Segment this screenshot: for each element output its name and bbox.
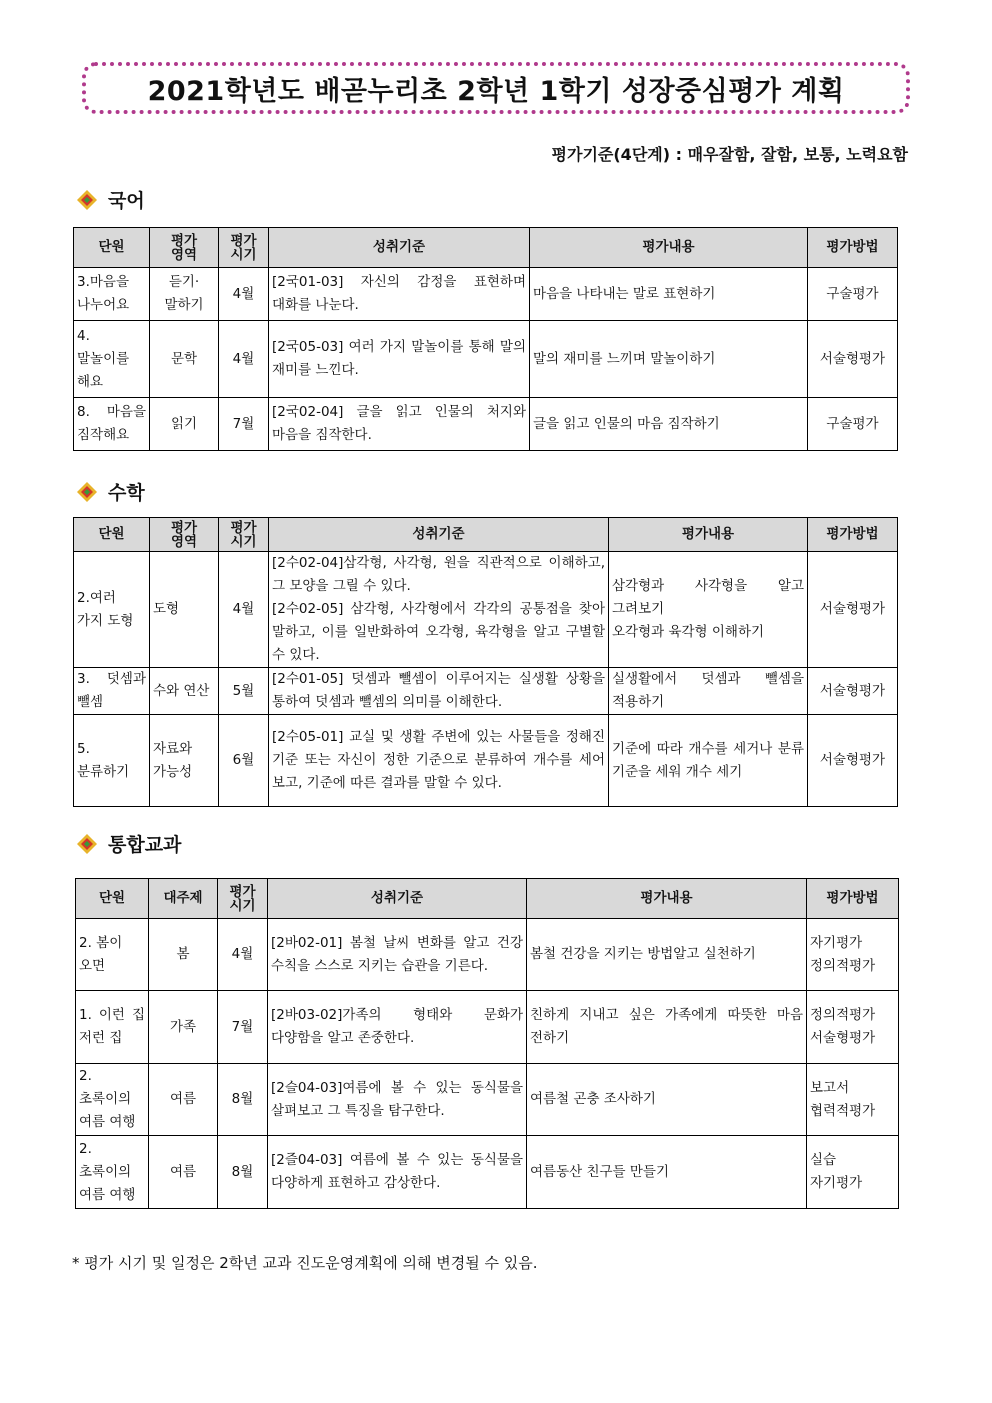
table-row: [76, 919, 899, 991]
method-cell: 서술형평가: [808, 321, 898, 398]
standard-cell: [2수05-01] 교실 및 생활 주변에 있는 사물들을 정해진 기준 또는 자신이 정한 기준으로 분류하여 개수를 세어 보고, 기준에 따른 결과를 말할 수 있다.: [269, 715, 609, 807]
time-cell: 7월: [218, 991, 268, 1064]
time-cell: 4월: [219, 321, 269, 398]
method-cell: 서술형평가: [808, 668, 898, 715]
section-integrated: [76, 830, 181, 857]
content-cell: 여름동산 친구들 만들기: [527, 1136, 807, 1209]
time-cell: 4월: [219, 268, 269, 321]
time-cell: 8월: [218, 1136, 268, 1209]
time-cell: 7월: [219, 398, 269, 451]
content-cell: 글을 읽고 인물의 마음 짐작하기: [530, 398, 808, 451]
col-header: 대주제: [149, 879, 218, 919]
content-cell: 삼각형과 사각형을 알고 그려보기 오각형과 육각형 이해하기: [609, 552, 808, 668]
standard-cell: [2즐04-03] 여름에 볼 수 있는 동식물을 다양하게 표현하고 감상한다.: [268, 1136, 527, 1209]
table-row: [76, 991, 899, 1064]
table-row: [74, 321, 898, 398]
content-cell: 말의 재미를 느끼며 말놀이하기: [530, 321, 808, 398]
area-cell: 여름: [149, 1136, 218, 1209]
title-banner: [82, 62, 910, 114]
content-cell: 기준에 따라 개수를 세거나 분류 기준을 세워 개수 세기: [609, 715, 808, 807]
standard-cell: [2국01-03] 자신의 감정을 표현하며 대화를 나눈다.: [269, 268, 530, 321]
content-cell: 실생활에서 덧셈과 뺄셈을 적용하기: [609, 668, 808, 715]
unit-cell: 3. 덧셈과 뺄셈: [74, 668, 150, 715]
col-header: 성취기준: [269, 228, 530, 268]
area-cell: 듣기·말하기: [150, 268, 219, 321]
area-cell: 읽기: [150, 398, 219, 451]
unit-cell: 2. 봄이 오면: [76, 919, 149, 991]
time-cell: 4월: [219, 552, 269, 668]
standard-cell: [2국05-03] 여러 가지 말놀이를 통해 말의 재미를 느낀다.: [269, 321, 530, 398]
col-header: 평가 시기: [219, 518, 269, 552]
unit-cell: 1. 이런 집 저런 집: [76, 991, 149, 1064]
area-cell: 문학: [150, 321, 219, 398]
method-cell: 자기평가 정의적평가: [807, 919, 899, 991]
col-header: 평가 시기: [218, 879, 268, 919]
table-row: [76, 1136, 899, 1209]
unit-cell: 2. 초록이의 여름 여행: [76, 1064, 149, 1136]
evaluation-criteria: 평가기준(4단계) : 매우잘함, 잘함, 보통, 노력요함: [551, 145, 908, 164]
col-header: 성취기준: [268, 879, 527, 919]
section-title: 통합교과: [108, 834, 182, 856]
standard-cell: [2바02-01] 봄철 날씨 변화를 알고 건강 수칙을 스스로 지키는 습관을 기른다.: [268, 919, 527, 991]
area-cell: 가족: [149, 991, 218, 1064]
table-row: [74, 715, 898, 807]
table-row: [74, 552, 898, 668]
integrated-table: [75, 878, 899, 1209]
standard-cell: [2슬04-03]여름에 볼 수 있는 동식물을 살펴보고 그 특징을 탐구한다.: [268, 1064, 527, 1136]
page-title: 2021학년도 배곧누리초 2학년 1학기 성장중심평가 계획: [147, 75, 845, 107]
content-cell: 마음을 나타내는 말로 표현하기: [530, 268, 808, 321]
method-cell: 정의적평가 서술형평가: [807, 991, 899, 1064]
standard-cell: [2수01-05] 덧셈과 뺄셈이 이루어지는 실생활 상황을 통하여 덧셈과 뺄셈의 의미를 이해한다.: [269, 668, 609, 715]
unit-cell: 8. 마음을 짐작해요: [74, 398, 150, 451]
col-header: 평가내용: [527, 879, 807, 919]
table-row: [76, 1064, 899, 1136]
footnote: * 평가 시기 및 일정은 2학년 교과 진도운영계획에 의해 변경될 수 있음.: [72, 1254, 538, 1272]
math-table: [73, 517, 898, 807]
section-title: 수학: [108, 482, 145, 504]
area-cell: 도형: [150, 552, 219, 668]
time-cell: 4월: [218, 919, 268, 991]
table-row: [74, 398, 898, 451]
unit-cell: 2. 초록이의 여름 여행: [76, 1136, 149, 1209]
col-header: 단원: [74, 228, 150, 268]
col-header: 평가 영역: [150, 228, 219, 268]
col-header: 평가방법: [808, 518, 898, 552]
standard-cell: [2바03-02]가족의 형태와 문화가 다양함을 알고 존중한다.: [268, 991, 527, 1064]
area-cell: 여름: [149, 1064, 218, 1136]
standard-cell: [2수02-04]삼각형, 사각형, 원을 직관적으로 이해하고, 그 모양을 그릴 수 있다. [2수02-05] 삼각형, 사각형에서 각각의 공통점을 찾아 말하고, 이를 일반화하여 오각형, 육각형을 알고 구별할 수 있다.: [269, 552, 609, 668]
table-row: [74, 268, 898, 321]
col-header: 평가내용: [530, 228, 808, 268]
korean-table: [73, 227, 898, 451]
diamond-bullet-icon: [76, 833, 98, 855]
content-cell: 봄철 건강을 지키는 방법알고 실천하기: [527, 919, 807, 991]
time-cell: 8월: [218, 1064, 268, 1136]
col-header: 단원: [76, 879, 149, 919]
section-title: 국어: [108, 190, 145, 212]
diamond-bullet-icon: [76, 481, 98, 503]
table-row: [74, 668, 898, 715]
method-cell: 보고서 협력적평가: [807, 1064, 899, 1136]
unit-cell: 4. 말놀이를 해요: [74, 321, 150, 398]
diamond-bullet-icon: [76, 189, 98, 211]
time-cell: 5월: [219, 668, 269, 715]
col-header: 평가내용: [609, 518, 808, 552]
unit-cell: 5. 분류하기: [74, 715, 150, 807]
area-cell: 자료와 가능성: [150, 715, 219, 807]
unit-cell: 2.여러 가지 도형: [74, 552, 150, 668]
col-header: 평가 영역: [150, 518, 219, 552]
col-header: 단원: [74, 518, 150, 552]
method-cell: 서술형평가: [808, 552, 898, 668]
unit-cell: 3.마음을 나누어요: [74, 268, 150, 321]
content-cell: 친하게 지내고 싶은 가족에게 따뜻한 마음 전하기: [527, 991, 807, 1064]
method-cell: 구술평가: [808, 268, 898, 321]
area-cell: 수와 연산: [150, 668, 219, 715]
method-cell: 서술형평가: [808, 715, 898, 807]
method-cell: 구술평가: [808, 398, 898, 451]
col-header: 평가 시기: [219, 228, 269, 268]
standard-cell: [2국02-04] 글을 읽고 인물의 처지와 마음을 짐작한다.: [269, 398, 530, 451]
col-header: 평가방법: [807, 879, 899, 919]
area-cell: 봄: [149, 919, 218, 991]
col-header: 평가방법: [808, 228, 898, 268]
section-math: [76, 478, 145, 505]
time-cell: 6월: [219, 715, 269, 807]
section-korean: [76, 186, 145, 213]
content-cell: 여름철 곤충 조사하기: [527, 1064, 807, 1136]
method-cell: 실습 자기평가: [807, 1136, 899, 1209]
col-header: 성취기준: [269, 518, 609, 552]
